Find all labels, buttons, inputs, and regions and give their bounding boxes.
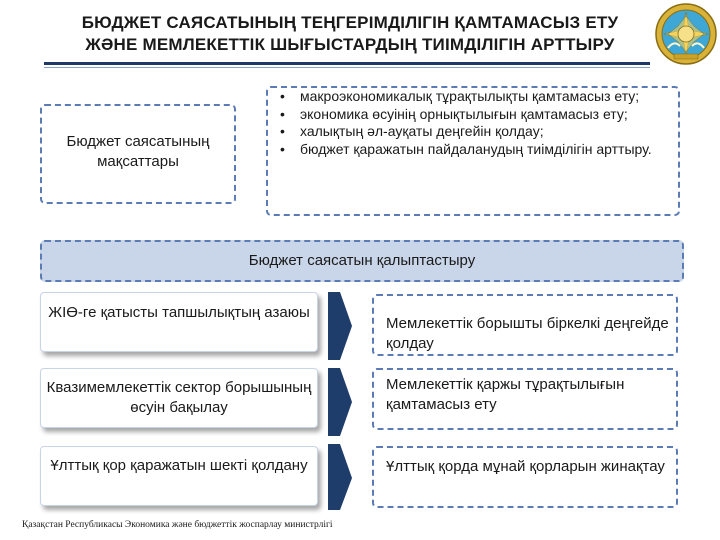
bullet-icon: • [280, 105, 285, 122]
left-card-2-label: Квазимемлекеттік сектор борышының өсуін бақылау [46, 379, 312, 416]
left-card-3 [40, 446, 318, 506]
title-line-2: ЖӘНЕ МЕМЛЕКЕТТІК ШЫҒЫСТАРДЫҢ ТИІМДІЛІГІН АРТТЫРУ [85, 35, 615, 54]
title-underline [44, 62, 650, 65]
list-item: • макроэкономикалық тұрақтылықты қамтамасыз ету; [280, 88, 640, 104]
left-card-1-label: ЖІӨ-ге қатысты тапшылықтың азаюы [48, 304, 310, 321]
page-title [50, 12, 650, 56]
goals-list [276, 88, 676, 158]
title-underline-thin [44, 67, 650, 68]
goal-label-line-1: Бюджет саясатының [66, 133, 210, 150]
bullet-icon: • [280, 88, 285, 104]
state-emblem-icon [654, 2, 718, 66]
title-line-1: БЮДЖЕТ САЯСАТЫНЫҢ ТЕҢГЕРІМДІЛІГІН ҚАМТАМАСЫЗ ЕТУ [81, 13, 619, 32]
list-item: • бюджет қаражатын пайдаланудың тиімділігін арттыру. [280, 140, 652, 157]
left-card-3-label: Ұлттық қор қаражатын шекті қолдану [50, 457, 308, 474]
list-item: • халықтың әл-ауқаты деңгейін қолдау; [280, 123, 544, 139]
footer-text: Қазақстан Республикасы Экономика және бюджеттік жоспарлау министрлігі [22, 520, 333, 530]
right-card-3-label: Ұлттық қорда мұнай қорларын жинақтау [386, 458, 665, 475]
policy-band-label: Бюджет саясатын қалыптастыру [248, 252, 476, 269]
bullet-icon: • [280, 140, 285, 157]
bullet-icon: • [280, 123, 285, 139]
goal-label-line-2: мақсаттары [97, 153, 179, 170]
list-item: • экономика өсуінің орнықтылығын қамтамасыз ету; [280, 105, 628, 122]
right-card-1-label: Мемлекеттік борышты біркелкі деңгейде қолдау [386, 315, 669, 352]
right-card-3 [372, 446, 678, 508]
chevron-right-arrow-icon [326, 292, 354, 510]
right-card-2-label: Мемлекеттік қаржы тұрақтылығын қамтамасыз ету [386, 376, 625, 413]
goal-label [40, 132, 236, 172]
